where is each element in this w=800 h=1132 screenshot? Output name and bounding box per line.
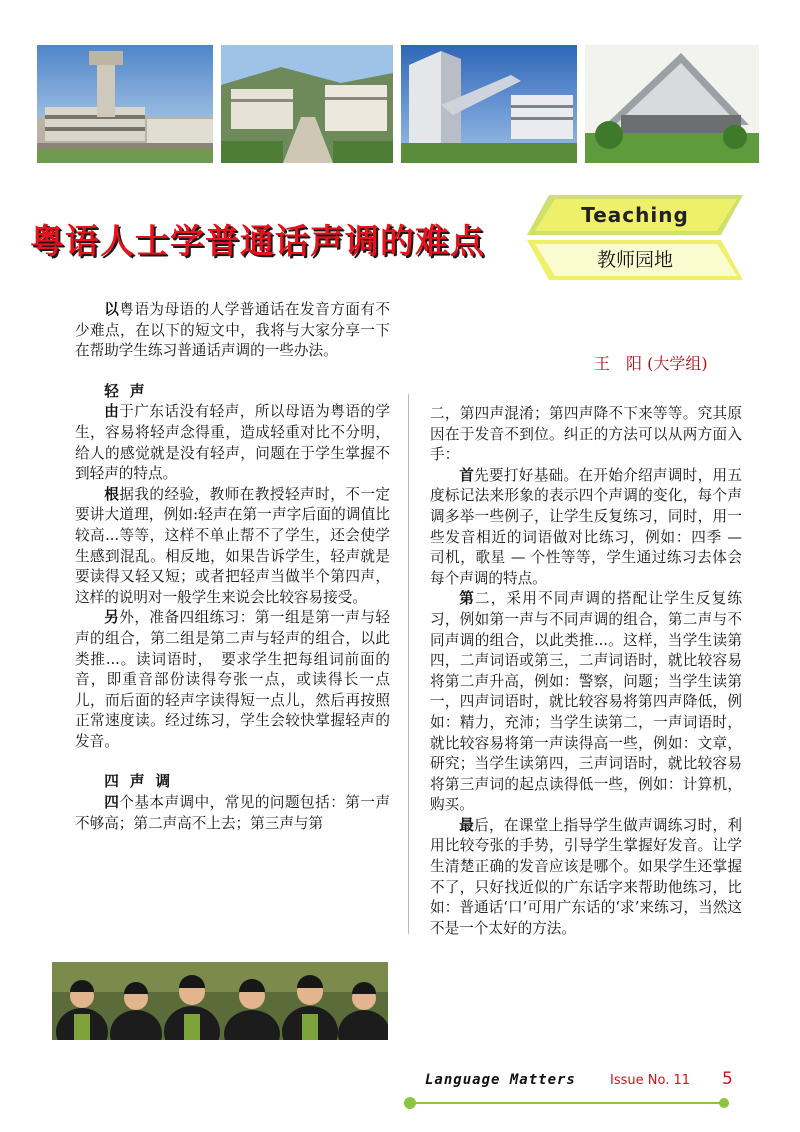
section-tag-chinese	[527, 240, 743, 280]
magazine-name: Language Matters	[425, 1072, 576, 1088]
footer-line-icon	[402, 1096, 732, 1110]
section-heading: 轻 声	[104, 382, 148, 400]
paragraph	[430, 589, 742, 816]
paragraph-text: 先要打好基础。在开始介绍声调时，用五度标记法来形象的表示四个声调的变化，每个声调多举一些例子，让学生反复练习，同时，用一些发音相近的词语做对比练习，例如：四季 — 司机，歌星 — 个性等等，学生通过练习去体会每个声调的特点。	[430, 466, 742, 587]
paragraph-lead-char: 另	[104, 609, 120, 627]
right-column	[430, 404, 742, 939]
page-footer	[0, 1062, 800, 1122]
paragraph-lead-char: 以	[104, 301, 120, 318]
paragraph-lead-char: 四	[104, 794, 120, 812]
campus-hall-photo	[585, 45, 759, 163]
section-heading: 四 声 调	[104, 773, 174, 791]
article-title: 粤语人士学普通话声调的难点	[30, 222, 485, 262]
left-column	[75, 300, 390, 834]
paragraph-text: 外，准备四组练习：第一组是第一声与轻声的组合，第二组是第二声与轻声的组合，以此类推...。读词语时， 要求学生把每组词前面的音，即重音部份读得夸张一点，或读得长一点儿，而后面的轻声字读得短一点儿，然后再按照正常速度读。经过练习，学生会较快掌握轻声的发音。	[75, 609, 390, 750]
paragraph-gap	[75, 752, 390, 772]
issue-number: Issue No. 11	[610, 1073, 691, 1088]
paragraph-gap	[75, 362, 390, 382]
paragraph	[75, 485, 390, 609]
graduation-photo	[52, 962, 388, 1040]
paragraph-text: 二，采用不同声调的搭配让学生反复练习，例如第一声与不同声调的组合，第二声与不同声调的组合，以此类推...。这样，当学生读第四，二声词语或第三，二声词语时，就比较容易将第二声升高，例如：警察，问题；当学生读第一，四声词语时，就比较容易将第四声降低，例如：精力，充沛；当学生读第二，一声词语时，就比较容易将第一声读得高一些，例如：文章，研究；当学生读第四，三声词语时，就比较容易将第三声词的起点读得低一些，例如：计算机，购买。	[430, 590, 742, 814]
paragraph-text: 个基本声调中，常见的问题包括：第一声不够高；第二声高不上去；第三声与第	[75, 794, 390, 832]
paragraph-lead-char: 第	[459, 590, 475, 608]
paragraph-lead-char: 首	[459, 466, 475, 484]
paragraph	[430, 466, 742, 590]
paragraph-text: 后，在课堂上指导学生做声调练习时，利用比较夸张的手势，引导学生掌握好发音。让学生清楚正确的发音应该是哪个。如果学生还掌握不了，只好找近似的广东话字来帮助他练习，比如：普通话‘口’可用广东话的‘求’来练习，当然这不是一个太好的方法。	[430, 816, 742, 937]
section-tag-english	[527, 195, 743, 235]
paragraph-lead-char: 由	[104, 403, 120, 421]
author-byline: 王 阳 (大学组)	[594, 354, 708, 373]
paragraph: 二，第四声混淆；第四声降不下来等等。究其原因在于发音不到位。纠正的方法可以从两方面入手：	[430, 405, 742, 464]
page-number: 5	[722, 1069, 733, 1089]
paragraph-text: 于广东话没有轻声，所以母语为粤语的学生，容易将轻声念得重，造成轻重对比不分明，给人的感觉就是没有轻声，问题在于学生掌握不到轻声的特点。	[75, 403, 390, 483]
column-divider	[408, 394, 409, 934]
paragraph	[430, 816, 742, 940]
campus-stairs-photo	[221, 45, 393, 163]
paragraph	[75, 402, 390, 484]
paragraph-text: 粤语为母语的人学普通话在发音方面有不少难点，在以下的短文中，我将与大家分享一下在帮助学生练习普通话声调的一些办法。	[75, 301, 390, 360]
campus-tower-photo	[37, 45, 213, 163]
paragraph-lead-char: 根	[104, 485, 120, 503]
campus-library-photo	[401, 45, 577, 163]
section-tag-english-text: Teaching	[581, 203, 689, 227]
paragraph	[75, 793, 390, 834]
paragraph-text: 据我的经验，教师在教授轻声时，不一定要讲大道理，例如:轻声在第一声字后面的调值比较高...等等，这样不单止帮不了学生，还会使学生感到混乱。相反地，如果告诉学生，轻声就是要读得又轻又短；或者把轻声当做半个第四声，这样的说明对一般学生来说会比较容易接受。	[75, 485, 390, 606]
paragraph-lead-char: 最	[459, 816, 475, 834]
paragraph	[75, 608, 390, 752]
section-tag-chinese-text: 教师园地	[596, 249, 673, 271]
header-photo-banner	[37, 45, 759, 163]
paragraph	[75, 300, 390, 362]
